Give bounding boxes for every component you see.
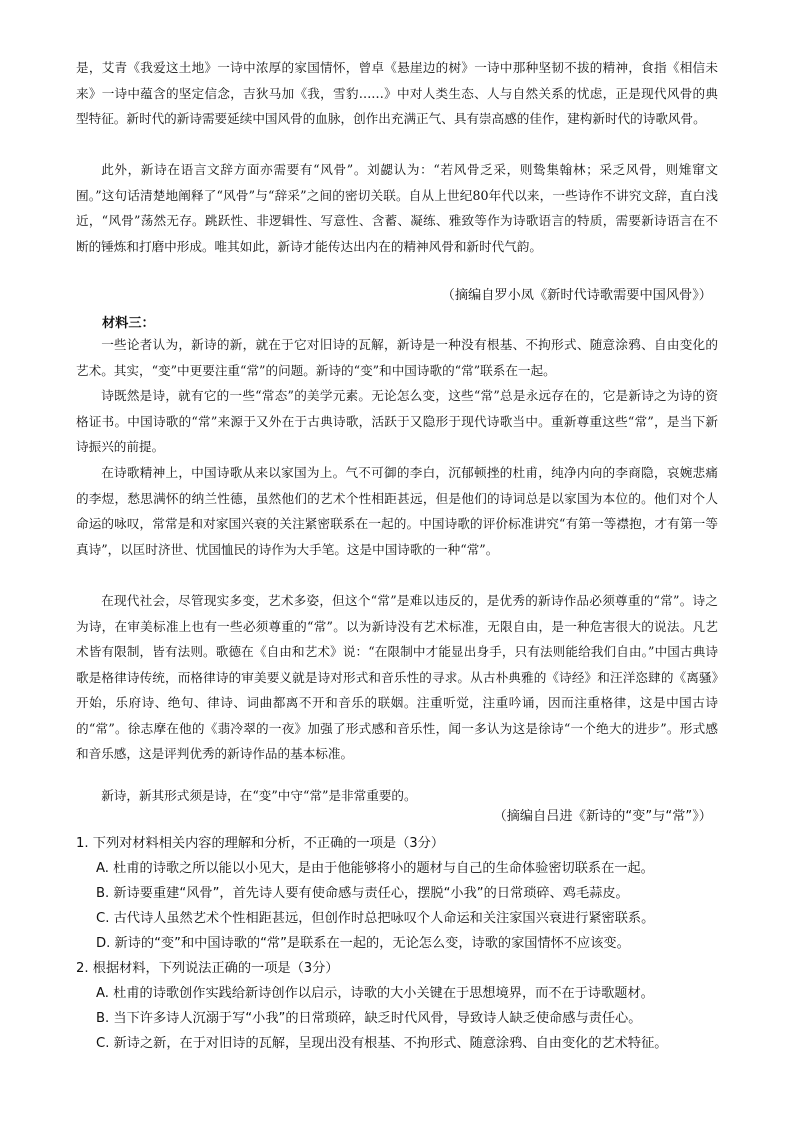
material2-paragraph-1: 是，艾青《我爱这土地》一诗中浓厚的家国情怀，曾卓《悬崖边的树》一诗中那种坚韧不拔的精神，食指《相信未来》一诗中蕴含的坚定信念，吉狄马加《我，雪豹……》中对人类生态、人与自然关系的忧虑，正是现代风骨的典型特征。新时代的新诗需要延续中国风骨的血脉，创作出充满正气、具有崇高感的佳作，建构新时代的诗歌风骨。 — [76, 60, 718, 126]
question-1-option-b[interactable]: B. 新诗要重建“风骨”，首先诗人要有使命感与责任心，摆脱“小我”的日常琐碎、鸡毛蒜皮。 — [96, 886, 629, 901]
question-1-option-a[interactable]: A. 杜甫的诗歌之所以能以小见大，是由于他能够将小的题材与自己的生命体验密切联系在一起。 — [96, 861, 654, 876]
material3-heading: 材料三： — [102, 316, 155, 331]
question-1-option-d[interactable]: D. 新诗的“变”和中国诗歌的“常”是联系在一起的，无论怎么变，诗歌的家国情怀不应该变。 — [96, 936, 630, 951]
question-2-option-b[interactable]: B. 当下许多诗人沉溺于写“小我”的日常琐碎，缺乏时代风骨，导致诗人缺乏使命感与责任心。 — [96, 1011, 642, 1026]
question-1-option-c[interactable]: C. 古代诗人虽然艺术个性相距甚远，但创作时总把咏叹个人命运和关注家国兴衰进行紧密联系。 — [96, 911, 655, 926]
material3-source: （摘编自吕进《新诗的“变”与“常”》） — [493, 809, 712, 824]
material3-paragraph-3: 在诗歌精神上，中国诗歌从来以家国为上。气不可御的李白，沉郁顿挫的杜甫，纯净内向的李商隐，哀婉悲痛的李煜，愁思满怀的纳兰性德，虽然他们的艺术个性相距甚远，但是他们的诗词总是以家国为本位的。他们对个人命运的咏叹，常常是和对家国兴衰的关注紧密联系在一起的。中国诗歌的评价标准讲究“有第一等襟抱，才有第一等真诗”，以匡时济世、忧国恤民的诗作为大手笔。这是中国诗歌的一种“常”。 — [76, 465, 718, 557]
material3-paragraph-2: 诗既然是诗，就有它的一些“常态”的美学元素。无论怎么变，这些“常”总是永远存在的，它是新诗之为诗的资格证书。中国诗歌的“常”来源于又外在于古典诗歌，活跃于又隐形于现代诗歌当中。重新尊重这些“常”，是当下新诗振兴的前提。 — [76, 388, 718, 454]
question-1-stem: 1. 下列对材料相关内容的理解和分析，不正确的一项是（3分） — [76, 836, 445, 851]
material3-paragraph-4: 在现代社会，尽管现实多变，艺术多姿，但这个“常”是难以违反的，是优秀的新诗作品必须尊重的“常”。诗之为诗，在审美标准上也有一些必须尊重的“常”。以为新诗没有艺术标准，无限自由，是一种危害很大的说法。凡艺术皆有限制，皆有法则。歌德在《自由和艺术》说：“在限制中才能显出身手，只有法则能给我们自由。”中国古典诗歌是格律诗传统，而格律诗的审美要义就是诗对形式和音乐性的寻求。从古朴典雅的《诗经》和汪洋恣肆的《离骚》开始，乐府诗、绝句、律诗、词曲都离不开和音乐的联姻。注重听觉，注重吟诵，因而注重格律，这是中国古诗的“常”。徐志摩在他的《翡冷翠的一夜》加强了形式感和音乐性，闻一多认为这是徐诗“一个绝大的进步”。形式感和音乐感，这是评判优秀的新诗作品的基本标准。 — [76, 593, 718, 761]
material3-paragraph-5: 新诗，新其形式须是诗，在“变”中守“常”是非常重要的。 — [101, 788, 417, 803]
material2-paragraph-2: 此外，新诗在语言文辞方面亦需要有“风骨”。刘勰认为：“若风骨乏采，则鸷集翰林；采乏风骨，则雉窜文囿。”这句话清楚地阐释了“风骨”与“辞采”之间的密切关联。自从上世纪80年代以来，一些诗作不讲究文辞，直白浅近，“风骨”荡然无存。跳跃性、非逻辑性、写意性、含蓄、凝练、雅致等作为诗歌语言的特质，需要新诗语言在不断的锤炼和打磨中形成。唯其如此，新诗才能传达出内在的精神风骨和新时代气韵。 — [76, 162, 718, 254]
question-2-option-c[interactable]: C. 新诗之新，在于对旧诗的瓦解，呈现出没有根基、不拘形式、随意涂鸦、自由变化的艺术特征。 — [96, 1036, 668, 1051]
question-2-option-a[interactable]: A. 杜甫的诗歌创作实践给新诗创作以启示，诗歌的大小关键在于思想境界，而不在于诗歌题材。 — [96, 986, 654, 1001]
question-2-stem: 2. 根据材料，下列说法正确的一项是（3分） — [76, 961, 339, 976]
material2-source: （摘编自罗小凤《新时代诗歌需要中国风骨》） — [441, 288, 712, 303]
material3-paragraph-1: 一些论者认为，新诗的新，就在于它对旧诗的瓦解，新诗是一种没有根基、不拘形式、随意涂鸦、自由变化的艺术。其实，“变”中更要注重“常”的问题。新诗的“变”和中国诗歌的“常”联系在一起。 — [76, 337, 718, 378]
